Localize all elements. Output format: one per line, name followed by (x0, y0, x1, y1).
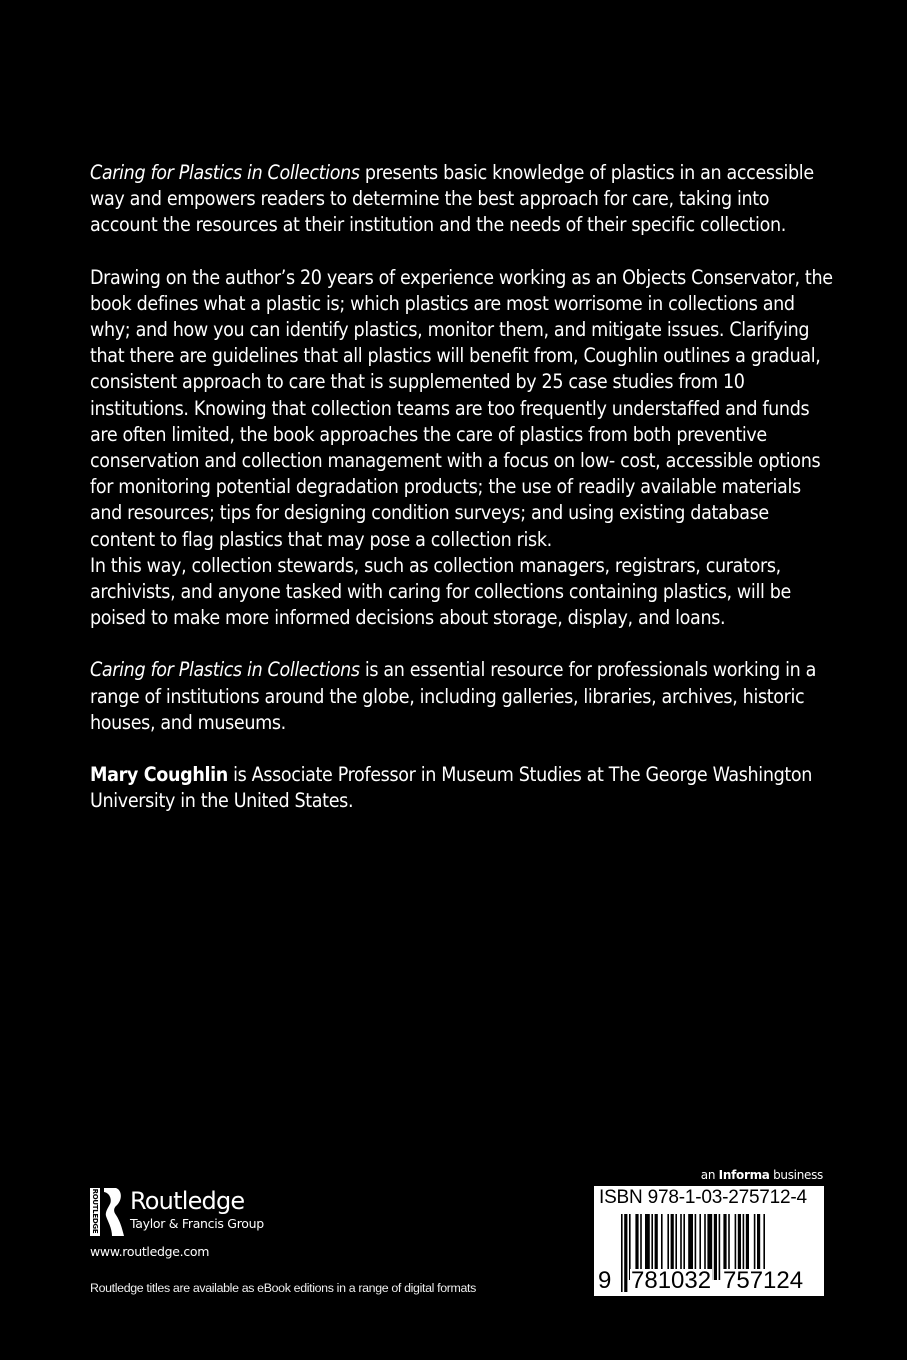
routledge-r-icon (90, 1188, 128, 1236)
informa-suffix: business (769, 1168, 823, 1182)
barcode-digits-right: 757124 (723, 1267, 804, 1294)
routledge-logo (90, 1188, 264, 1236)
author-bio-text: is Associate Professor in Museum Studies at The George Washington University in the United States. (90, 763, 813, 813)
book-title-italic: Caring for Plastics in Collections (90, 658, 360, 682)
blurb-paragraph-3 (90, 657, 835, 736)
barcode-bar (624, 1214, 627, 1292)
informa-brand: Informa (718, 1168, 770, 1182)
logo-vertical-text: ROUTLEDGE (91, 1188, 99, 1234)
isbn-barcode (594, 1186, 824, 1296)
author-name: Mary Coughlin (90, 763, 228, 787)
isbn-label: ISBN 978-1-03-275712-4 (599, 1187, 807, 1208)
blurb-paragraph-2b (90, 553, 835, 632)
barcode-lead-digit: 9 (598, 1267, 612, 1294)
publisher-group: Taylor & Francis Group (130, 1216, 264, 1231)
author-bio (90, 762, 835, 814)
barcode-bar (621, 1214, 623, 1292)
blurb-paragraph-1 (90, 160, 835, 239)
book-title-italic: Caring for Plastics in Collections (90, 161, 360, 184)
blurb-text: is an essential resource for professionals working in a range of institutions around the globe, including galleries, libraries, archives, historic houses, and museums. (90, 658, 817, 734)
informa-prefix: an (700, 1168, 719, 1182)
blurb-text: presents basic knowledge of plastics in an accessible way and empowers readers to determine the best approach for care, taking into account the resources at their institution and the needs of their specific collection. (90, 161, 814, 237)
barcode-bar (719, 1214, 721, 1280)
r-shape-icon (102, 1188, 124, 1236)
back-cover-blurb (90, 160, 835, 840)
publisher-url[interactable]: www.routledge.com (90, 1244, 210, 1259)
barcode-bar (714, 1214, 717, 1280)
blurb-paragraph-2 (90, 265, 835, 553)
ebook-note: Routledge titles are available as eBook editions in a range of digital formats (90, 1281, 476, 1295)
barcode-digits-left: 781032 (631, 1267, 712, 1294)
publisher-name: Routledge (130, 1187, 245, 1215)
blurb-text: Drawing on the author’s 20 years of experience working as an Objects Conservator, the book defines what a plastic is; which plastics are most worrisome in collections and why; and how you can identify plastics, monitor them, and mitigate issues. Clarifying that there are guidelines that all plastics will benefit from, Coughlin outlines a gradual, consistent approach to care that is supplemented by 25 case studies from 10 institutions. Knowing that collection teams are too frequently understaffed and funds are often limited, the book approaches the care of plastics from both preventive conservation and collection management with a focus on low- cost, accessible options for monitoring potential degradation products; the use of readily available materials and resources; tips for designing condition surveys; and using existing database content to flag plastics that may pose a collection risk. (90, 265, 833, 551)
blurb-text: In this way, collection stewards, such as collection managers, registrars, curators, archivists, and anyone tasked with caring for collections containing plastics, will be poised to make more informed decisions about storage, display, and loans. (90, 553, 791, 630)
informa-tagline (701, 1168, 823, 1182)
